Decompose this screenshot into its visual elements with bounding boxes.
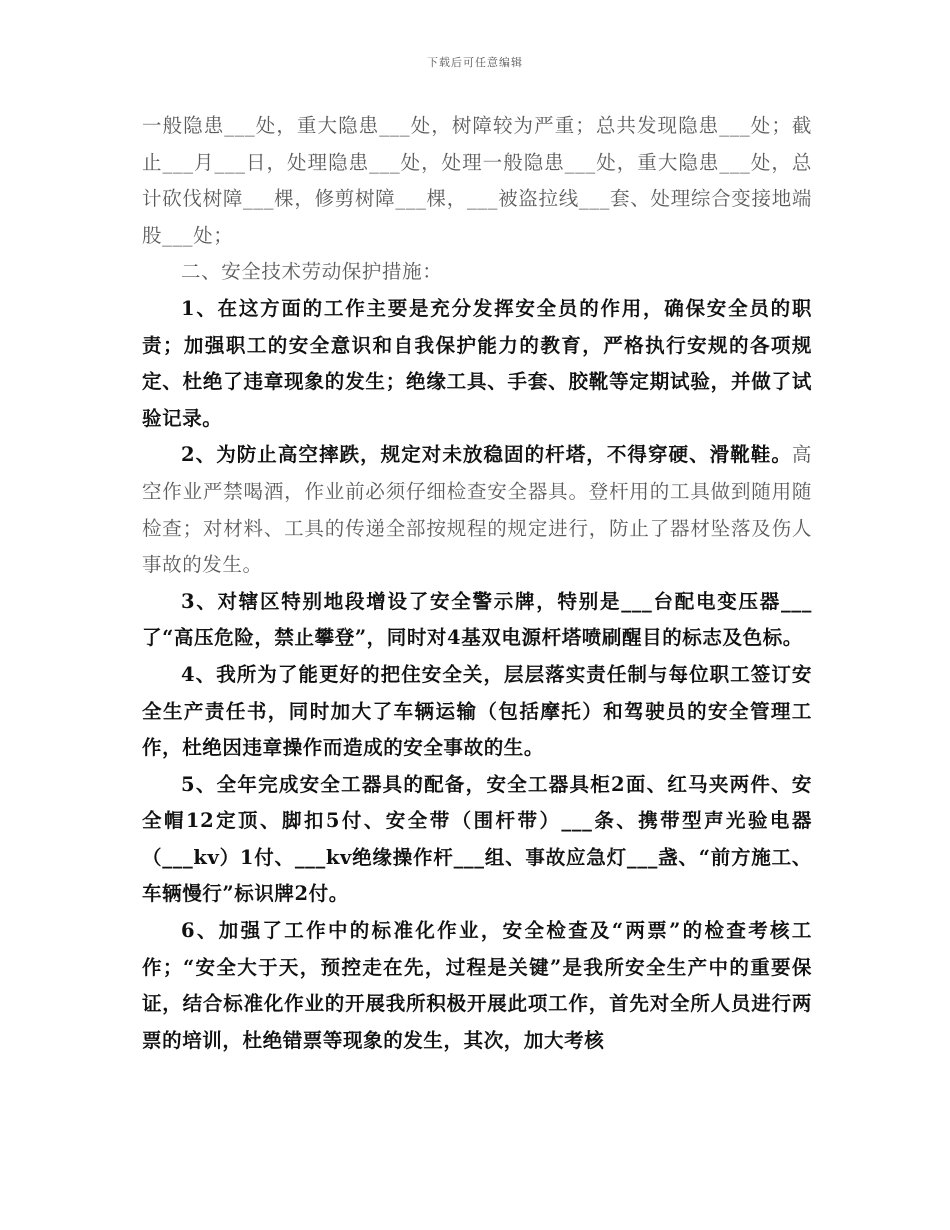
- section-heading-safety-measures: 二、安全技术劳动保护措施：: [181, 260, 443, 284]
- paragraph-item-5: 5、全年完成安全工器具的配备，安全工器具柜2面、红马夹两件、安全帽12定顶、脚扣5付、安全带（围杆带）___条、携带型声光验电器（___kv）1付、___kv绝缘操作杆___组、事故应急灯___盏、“前方施工、车辆慢行”标识牌2付。: [142, 772, 812, 906]
- paragraph-hazard-stats: 一般隐患___处，重大隐患___处，树障较为严重；总共发现隐患___处；截止___月___日，处理隐患___处，处理一般隐患___处，重大隐患___处，总计砍伐树障___棵，修剪树障___棵，___被盗拉线___套、处理综合变接地端股___处；: [142, 114, 813, 247]
- page-header: 下载后可任意编辑: [427, 56, 523, 69]
- paragraph-item-2: [142, 437, 812, 583]
- paragraph-item-2-light: 高空作业严禁喝酒，作业前必须仔细检查安全器具。登杆用的工具做到随用随检查；对材料、工具的传递全部按规程的规定进行，防止了器材坠落及伤人事故的发生。: [142, 443, 812, 577]
- paragraph-item-3: 3、对辖区特别地段增设了安全警示牌，特别是___台配电变压器___了“高压危险，禁止攀登”，同时对4基双电源杆塔喷刷醒目的标志及色标。: [142, 589, 812, 650]
- paragraph-item-2-bold: 2、为防止高空摔跌，规定对未放稳固的杆塔，不得穿硬、滑靴鞋。: [181, 443, 792, 467]
- paragraph-item-6: 6、加强了工作中的标准化作业，安全检查及“两票”的检查考核工作；“安全大于天，预控走在先，过程是关键”是我所安全生产中的重要保证，结合标准化作业的开展我所积极开展此项工作，首先对全所人员进行两票的培训，杜绝错票等现象的发生，其次，加大考核: [142, 919, 812, 1052]
- paragraph-item-4: 4、我所为了能更好的把住安全关，层层落实责任制与每位职工签订安全生产责任书，同时加大了车辆运输（包括摩托）和驾驶员的安全管理工作，杜绝因违章操作而造成的安全事故的生。: [142, 662, 812, 760]
- paragraph-item-1: 1、在这方面的工作主要是充分发挥安全员的作用，确保安全员的职责；加强职工的安全意识和自我保护能力的教育，严格执行安规的各项规定、杜绝了违章现象的发生；绝缘工具、手套、胶靴等定期试验，并做了试验记录。: [142, 296, 812, 430]
- document-body: [142, 108, 812, 1059]
